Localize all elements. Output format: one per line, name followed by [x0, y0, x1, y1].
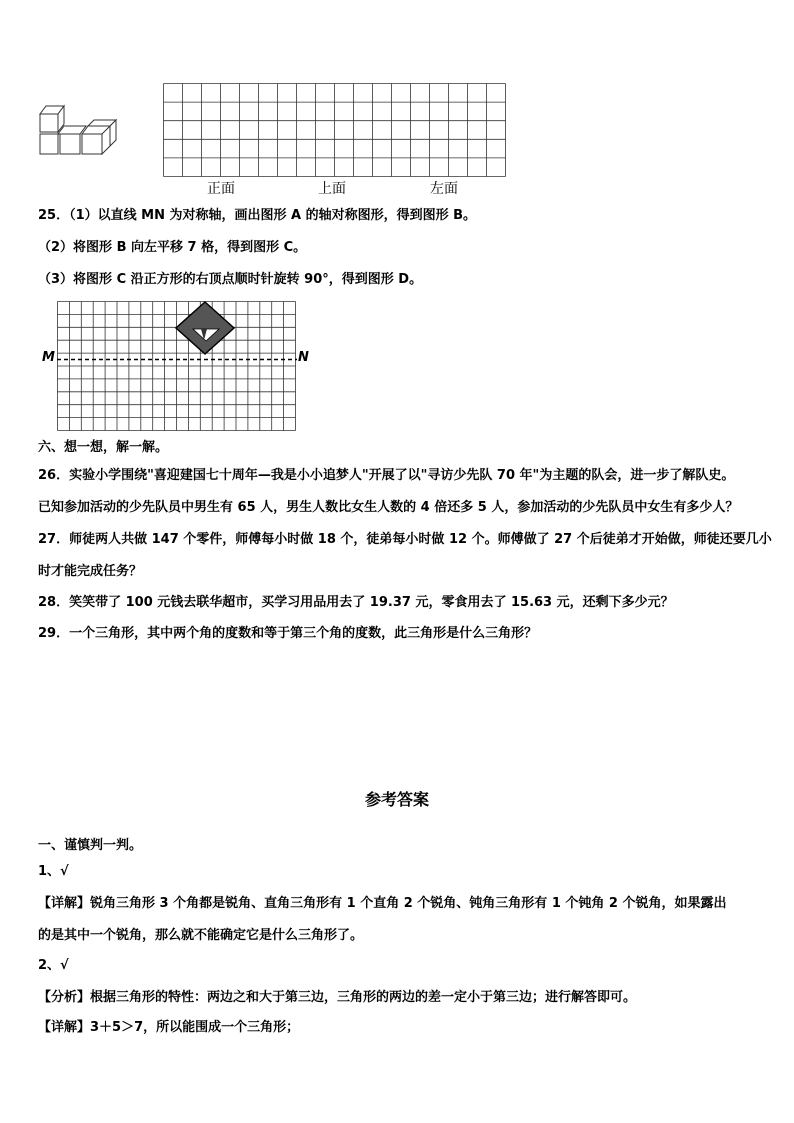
q25-line3: （3）将图形 C 沿正方形的右顶点顺时针旋转 90°，得到图形 D。 [38, 272, 423, 287]
q27-line2: 时才能完成任务？ [38, 564, 143, 579]
q29: 29．一个三角形，其中两个角的度数和等于第三个角的度数，此三角形是什么三角形？ [38, 626, 538, 641]
q28: 28．笑笑带了 100 元钱去联华超市，买学习用品用去了 19.37 元，零食用去了 15.63 元，还剩下多少元？ [38, 595, 674, 610]
cube-figure [36, 104, 118, 158]
top-view-label: 上面 [318, 181, 346, 197]
q26-line2: 已知参加活动的少先队员中男生有 65 人，男生人数比女生人数的 4 倍还多 5 人，参加活动的少先队员中女生有多少人？ [38, 500, 739, 515]
front-view-label: 正面 [207, 181, 235, 197]
answer-2-analysis: 【分析】根据三角形的特性：两边之和大于第三边，三角形的两边的差一定小于第三边；进行解答即可。 [38, 990, 637, 1005]
view-drawing-grid[interactable] [163, 83, 507, 178]
answer-1: 1、√ [38, 864, 69, 879]
q25-line1: 25．（1）以直线 MN 为对称轴，画出图形 A 的轴对称图形，得到图形 B。 [38, 208, 477, 223]
answer-2: 2、√ [38, 958, 69, 973]
q27-line1: 27．师徒两人共做 147 个零件，师傅每小时做 18 个，徒弟每小时做 12 个。师傅做了 27 个后徒弟才开始做，师徒还要几小 [38, 532, 772, 547]
q25-line2: （2）将图形 B 向左平移 7 格，得到图形 C。 [38, 240, 307, 255]
answer-1-detail-line1: 【详解】锐角三角形 3 个角都是锐角、直角三角形有 1 个直角 2 个锐角、钝角三角形有 1 个钝角 2 个锐角，如果露出 [38, 896, 727, 911]
q26-line1: 26．实验小学围绕"喜迎建国七十周年—我是小小追梦人"开展了以"寻访少先队 70 年"为主题的队会，进一步了解队史。 [38, 468, 735, 483]
answer-2-detail: 【详解】3＋5＞7，所以能围成一个三角形； [38, 1020, 300, 1035]
answer-1-detail-line2: 的是其中一个锐角，那么就不能确定它是什么三角形了。 [38, 928, 364, 943]
axis-label-n: N [298, 350, 309, 365]
axis-label-m: M [42, 350, 55, 365]
figure-a-square [176, 302, 234, 354]
left-view-label: 左面 [430, 181, 458, 197]
transformation-grid[interactable] [57, 301, 297, 431]
answers-section1: 一、谨慎判一判。 [38, 838, 143, 853]
section6-title: 六、想一想，解一解。 [38, 440, 169, 455]
answer-title: 参考答案 [364, 790, 429, 809]
